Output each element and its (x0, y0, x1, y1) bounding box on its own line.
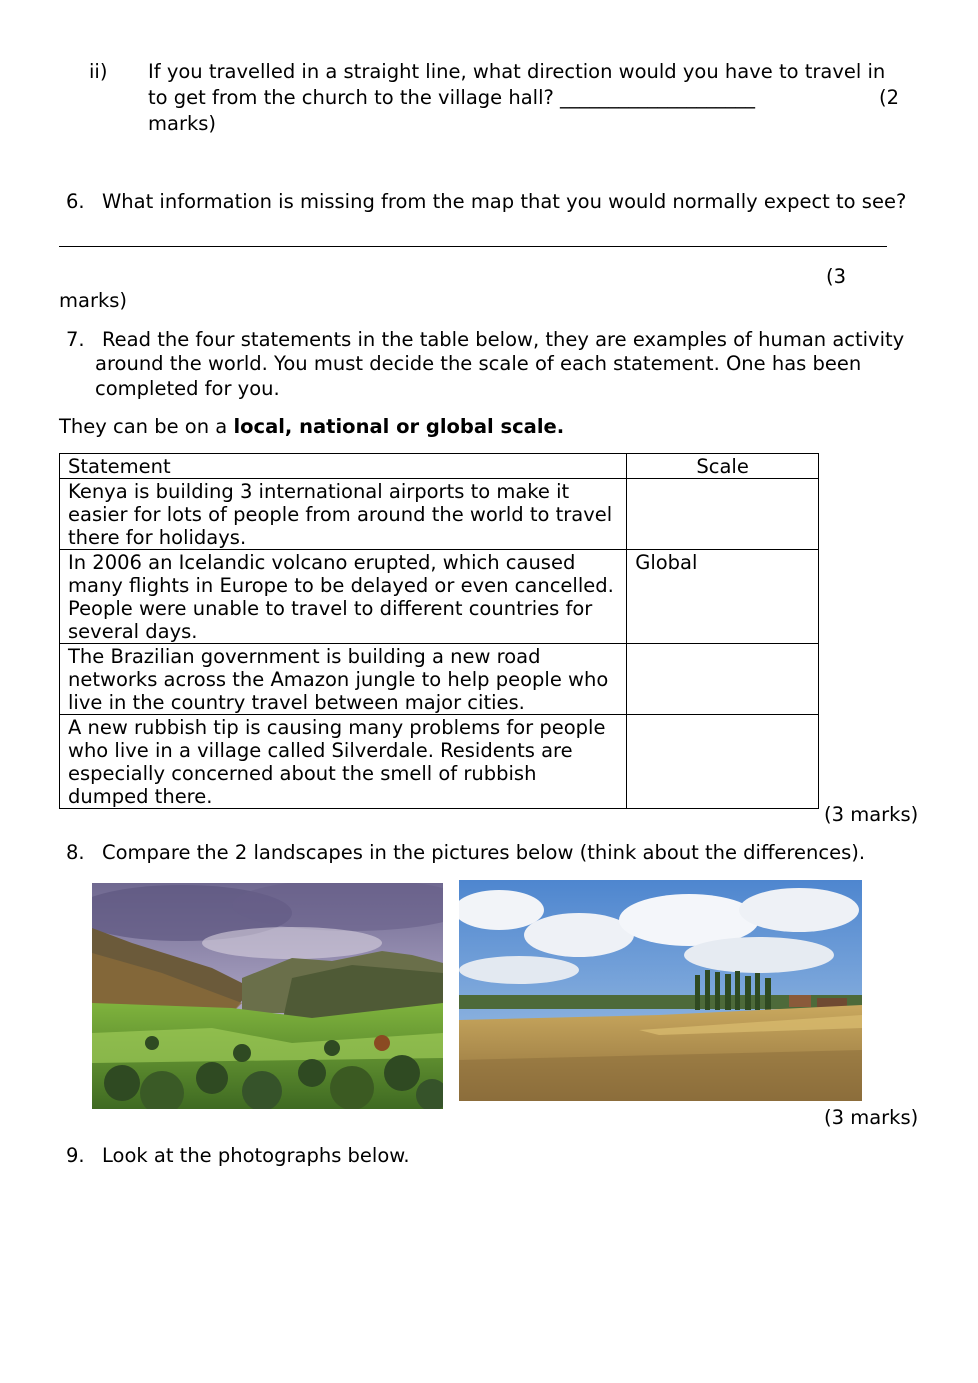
scale-table (59, 453, 819, 809)
wheat-field-photo (459, 880, 862, 1101)
statement-column-header: Statement (60, 454, 627, 479)
table-row (60, 550, 819, 644)
question-5ii-text-line1: If you travelled in a straight line, what direction would you have to travel in (148, 60, 886, 83)
question-6-marks: (3 (826, 265, 847, 288)
scale-options-sentence (59, 414, 564, 440)
question-5ii-marks: (2 (879, 86, 900, 109)
question-7-text-line2: around the world. You must decide the scale of each statement. One has been (95, 352, 862, 375)
mountain-valley-photo (92, 883, 443, 1109)
question-9-text: Look at the photographs below. (102, 1144, 410, 1167)
statement-cell: The Brazilian government is building a new road networks across the Amazon jungle to help people who live in the country travel between major cities. (60, 644, 627, 715)
scale-options-bold: local, national or global scale. (233, 415, 565, 438)
scale-answer-cell[interactable] (627, 715, 819, 809)
statement-cell: A new rubbish tip is causing many problems for people who live in a village called Silverdale. Residents are especially concerned about the smell of rubbish dumped there. (60, 715, 627, 809)
statement-cell: In 2006 an Icelandic volcano erupted, which caused many flights in Europe to be delayed or even cancelled. People were unable to travel to different countries for several days. (60, 550, 627, 644)
question-6-marks-continued: marks) (59, 289, 128, 312)
question-6-number: 6. (66, 190, 85, 213)
statement-cell: Kenya is building 3 international airports to make it easier for lots of people from around the world to travel there for holidays. (60, 479, 627, 550)
question-7-text-line3: completed for you. (95, 377, 280, 400)
scale-answer-cell[interactable]: Global (627, 550, 819, 644)
table-row (60, 479, 819, 550)
question-5ii-text-line2: to get from the church to the village hall? ____________________ (148, 86, 756, 109)
scale-answer-cell[interactable] (627, 479, 819, 550)
question-7-marks: (3 marks) (824, 803, 919, 826)
question-6-text: What information is missing from the map that you would normally expect to see? (102, 190, 907, 213)
scale-options-intro: They can be on a (59, 415, 234, 438)
table-row (60, 644, 819, 715)
scale-column-header: Scale (627, 454, 819, 479)
question-8-text: Compare the 2 landscapes in the pictures below (think about the differences). (102, 841, 866, 864)
question-8-marks: (3 marks) (824, 1106, 919, 1129)
answer-line[interactable] (59, 246, 887, 247)
table-header-row (60, 454, 819, 479)
question-7-text-line1: Read the four statements in the table below, they are examples of human activity (102, 328, 905, 351)
scale-answer-cell[interactable] (627, 644, 819, 715)
question-5ii-marks-continued: marks) (148, 112, 217, 135)
question-5ii-numeral: ii) (89, 60, 108, 83)
question-9-number: 9. (66, 1144, 85, 1167)
question-7-number: 7. (66, 328, 85, 351)
question-8-number: 8. (66, 841, 85, 864)
table-row (60, 715, 819, 809)
